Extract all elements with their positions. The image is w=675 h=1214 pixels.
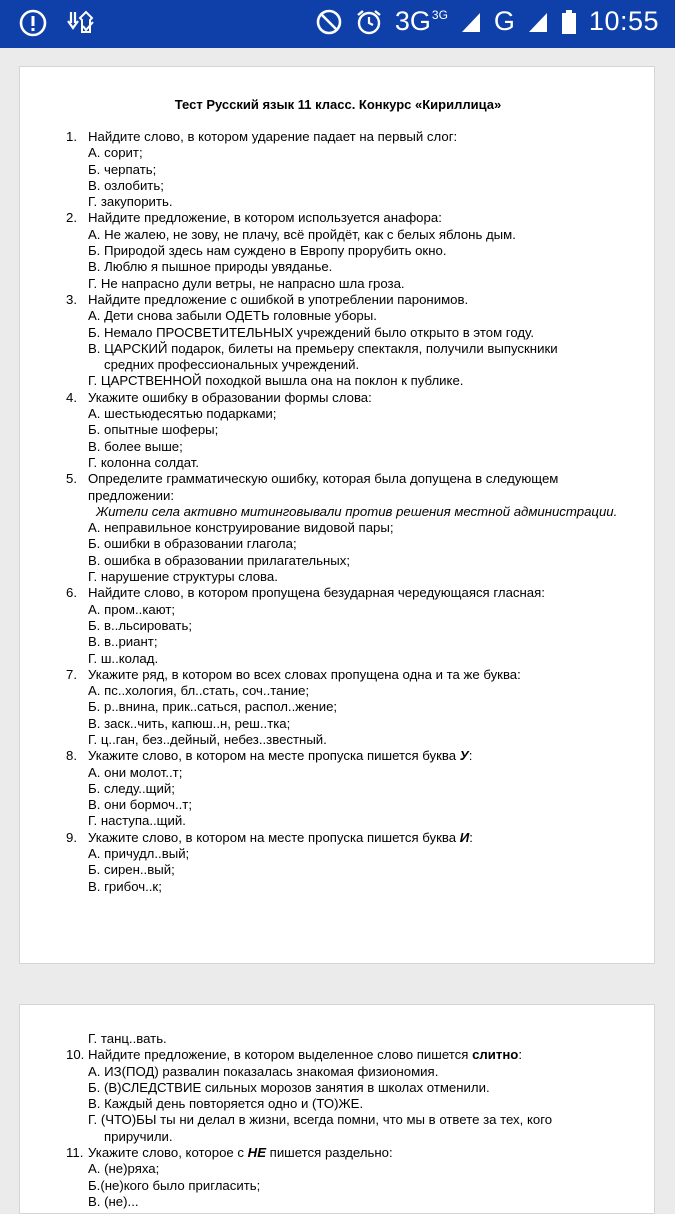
option	[66, 1112, 626, 1145]
question-text: Укажите слово, в котором на месте пропуска пишется буква	[88, 748, 457, 764]
question-number: 11.	[66, 1145, 84, 1161]
option: Б. черпать;	[88, 161, 157, 177]
question-number: 10.	[66, 1047, 85, 1063]
status-bar	[0, 0, 675, 48]
question-text: Найдите предложение с ошибкой в употреблении паронимов.	[88, 291, 469, 307]
question-list-cont	[66, 1031, 626, 1210]
question-text: Найдите слово, в котором ударение падает на первый слог:	[88, 129, 458, 144]
option: В. Каждый день повторяется одно и (ТО)ЖЕ.	[88, 1096, 364, 1112]
question-8	[66, 748, 626, 764]
question-number: 4.	[66, 389, 77, 405]
alert-icon	[18, 8, 48, 38]
option: В. в..риант;	[88, 634, 158, 650]
question-punct: :	[469, 829, 473, 845]
highlight-word: НЕ	[247, 1145, 266, 1161]
option	[66, 341, 626, 374]
question-11	[66, 1145, 626, 1161]
option: А. причудл..вый;	[88, 846, 190, 862]
option: Г. Не напрасно дули ветры, не напрасно шла гроза.	[88, 275, 405, 291]
option: А. Дети снова забыли ОДЕТЬ головные уборы.	[88, 308, 377, 324]
option: Г. ЦАРСТВЕННОЙ походкой вышла она на поклон к публике.	[88, 373, 464, 389]
question-text: Укажите ошибку в образовании формы слова:	[88, 389, 372, 405]
question-text: Найдите слово, в котором пропущена безударная чередующаяся гласная:	[88, 585, 545, 601]
highlight-word: слитно	[472, 1047, 519, 1063]
clock: 10:55	[588, 6, 659, 36]
question-text-end: пишется раздельно:	[269, 1145, 393, 1161]
question-text: Укажите слово, в котором на месте пропуска пишется буква	[88, 829, 457, 845]
battery-icon	[561, 9, 577, 35]
question-punct: :	[468, 748, 473, 764]
question-2	[66, 210, 626, 226]
question-text: Найдите предложение, в котором выделенное слово пишется	[88, 1047, 469, 1063]
option: А. шестьюдесятью подарками;	[88, 406, 277, 422]
question-number: 2.	[66, 210, 77, 226]
network-label: 3G	[394, 6, 431, 36]
option: В. ошибка в образовании прилагательных;	[88, 552, 351, 568]
option-line-2: приручили.	[104, 1128, 173, 1144]
example-sentence: Жители села активно митинговывали против решения местной администрации.	[96, 503, 618, 519]
option: Б. Немало ПРОСВЕТИТЕЛЬНЫХ учреждений было открыто в этом году.	[88, 324, 534, 340]
download-icon	[66, 8, 96, 38]
question-7	[66, 667, 626, 683]
option: Г. закупорить.	[88, 194, 173, 210]
option: Б. (В)СЛЕДСТВИЕ сильных морозов занятия в школах отменили.	[88, 1079, 490, 1095]
option: А. (не)ряха;	[88, 1161, 160, 1177]
option: В. грибоч..к;	[88, 878, 162, 894]
question-number: 6.	[66, 585, 77, 601]
question-6	[66, 585, 626, 601]
option-line-1: Г. (ЧТО)БЫ ты ни делал в жизни, всегда помни, что мы в ответе за тех, кого	[88, 1112, 553, 1128]
do-not-disturb-icon	[315, 8, 343, 36]
signal-icon	[460, 10, 482, 34]
option: А. ИЗ(ПОД) развалин показалась знакомая физиономия.	[88, 1063, 439, 1079]
question-punct: :	[518, 1047, 523, 1063]
option: А. сорит;	[88, 145, 143, 161]
question-4	[66, 390, 626, 406]
option: Г. нарушение структуры слова.	[88, 569, 278, 585]
option: Б. в..льсировать;	[88, 617, 192, 633]
network-type-2: G	[493, 6, 515, 36]
highlight-letter: И	[459, 829, 470, 845]
alarm-icon	[355, 8, 383, 36]
option: Б. ошибки в образовании глагола;	[88, 536, 297, 552]
option: В. они бормоч..т;	[88, 797, 193, 813]
question-text: Определите грамматическую ошибку, которая была допущена в следующем	[88, 471, 559, 487]
option: Б. опытные шоферы;	[88, 422, 219, 438]
signal-icon-2	[527, 10, 549, 34]
option: Б.(не)кого было пригласить;	[88, 1177, 261, 1193]
option: В. Люблю я пышное природы увяданье.	[88, 259, 333, 275]
option: Г. наступа..щий.	[88, 813, 186, 829]
question-number: 3.	[66, 291, 77, 307]
highlight-letter: У	[459, 748, 469, 764]
option: Г. танц..вать.	[88, 1031, 167, 1046]
option: В. более выше;	[88, 438, 183, 454]
question-1	[66, 129, 626, 145]
question-number: 8.	[66, 748, 77, 764]
question-9	[66, 830, 626, 846]
option-line-2: средних профессиональных учреждений.	[104, 357, 360, 373]
option: Г. ш..колад.	[88, 650, 159, 666]
question-number: 9.	[66, 829, 77, 845]
option: Б. следу..щий;	[88, 780, 175, 796]
network-sup: 3G	[431, 8, 448, 22]
question-number: 1.	[66, 129, 77, 144]
option: Б. р..внина, прик..саться, распол..жение;	[88, 699, 338, 715]
document-title: Тест Русский язык 11 класс. Конкурс «Кириллица»	[174, 97, 502, 112]
document-page-1	[19, 66, 655, 964]
question-5	[66, 471, 626, 487]
question-text-cont: предложении:	[88, 487, 175, 503]
question-text: Укажите слово, которое с	[88, 1145, 244, 1161]
document-page-2	[19, 1004, 655, 1214]
option: Г. колонна солдат.	[88, 454, 200, 470]
question-number: 7.	[66, 666, 77, 682]
option: А. неправильное конструирование видовой пары;	[88, 520, 394, 536]
question-number: 5.	[66, 471, 77, 487]
question-3	[66, 292, 626, 308]
network-type	[395, 6, 448, 37]
question-text: Укажите ряд, в котором во всех словах пропущена одна и та же буква:	[88, 666, 521, 682]
question-10	[66, 1047, 626, 1063]
option: Г. ц..ган, без..дейный, небез..звестный.	[88, 731, 327, 747]
question-text: Найдите предложение, в котором используется анафора:	[88, 210, 442, 226]
option: Б. сирен..вый;	[88, 862, 175, 878]
option-line-1: В. ЦАРСКИЙ подарок, билеты на премьеру спектакля, получили выпускники	[88, 340, 558, 356]
option: А. Не жалею, не зову, не плачу, всё пройдёт, как с белых яблонь дым.	[88, 226, 516, 242]
option: А. они молот..т;	[88, 764, 183, 780]
option: В. (не)...	[88, 1193, 139, 1209]
question-list	[66, 129, 626, 895]
option: В. заск..чить, капюш..н, реш..тка;	[88, 715, 291, 731]
option: В. озлобить;	[88, 177, 164, 193]
option: А. пром..кают;	[88, 601, 176, 617]
option: Б. Природой здесь нам суждено в Европу прорубить окно.	[88, 243, 447, 259]
option: А. пс..хология, бл..стать, соч..тание;	[88, 683, 310, 699]
